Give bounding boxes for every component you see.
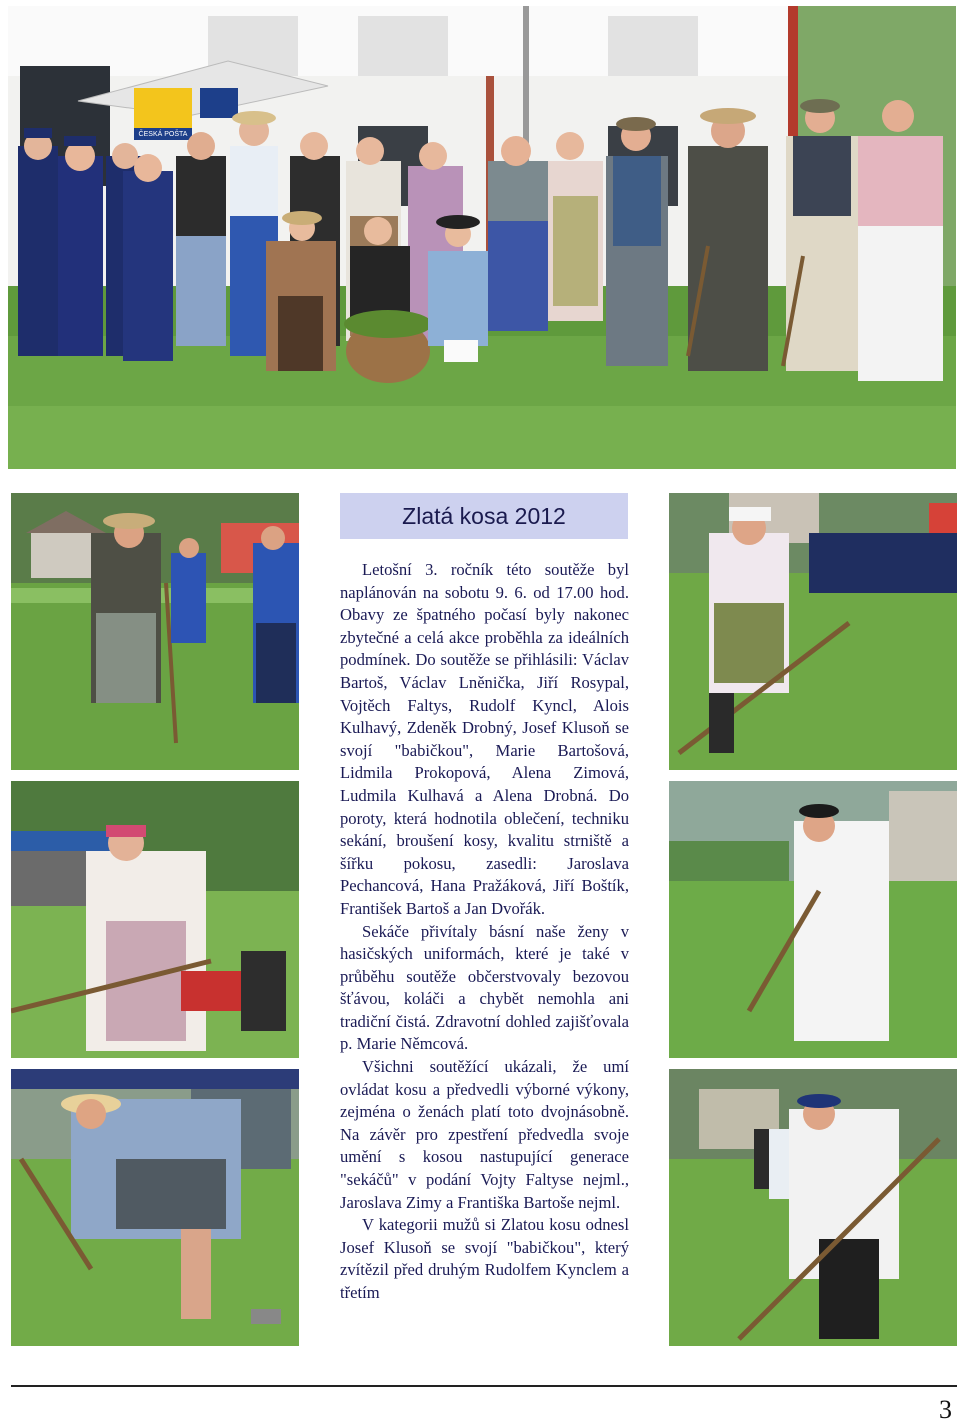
- photo-woman-in-headscarf-mowing: [669, 493, 957, 770]
- article-paragraph: Letošní 3. ročník této soutěže byl naplánován na sobotu 9. 6. od 17.00 hod. Obavy ze špatného počasí byly nakonec zbytečné a celá akce proběhla za ideálních podmínek. Do soutěže se přihlásili: Václav Bartoš, Václav Lněnička, Jiří Rosypal, Vojtěch Faltys, Rudolf Kyncl, Alois Kulhavý, Zdeněk Drobný, Josef Klusoň se svojí "babičkou", Marie Bartošová, Lidmila Prokopová, Alena Zimová, Ludmila Kulhavá a Alena Drobná. Do poroty, která hodnotila oblečení, techniku sekání, broušení kosy, kvalitu strniště a šířku pokosu, zasedli: Jaroslava Pechancová, Hana Pražáková, Jiří Boštík, František Bartoš a Jan Dvořák.: [340, 560, 629, 918]
- article-title-box: [340, 493, 628, 539]
- article-paragraph: Sekáče přivítaly básní naše ženy v hasičských uniformách, které je také v průběhu soutěže občerstvovaly bezovou šťávou, koláči a chybět nemohla ani tradiční čistá. Zdravotní dohled zajišťovala p. Marie Němcová.: [340, 921, 629, 1054]
- photo-man-in-white-mowing: [669, 781, 957, 1058]
- post-office-sign: ČESKÁ POŠTA: [138, 131, 188, 138]
- photo-man-scything: [11, 493, 299, 770]
- photo-man-in-hat-mowing: [11, 1069, 299, 1346]
- footer-rule: [11, 1385, 957, 1387]
- article-body: [340, 559, 629, 1305]
- article-title: Zlatá kosa 2012: [402, 502, 566, 529]
- page-number: 3: [939, 1395, 952, 1424]
- article-paragraph: V kategorii mužů si Zlatou kosu odnesl Josef Klusoň se svojí "babičkou", který zvítězil před druhým Rudolfem Kynclem a třetím: [340, 1215, 629, 1302]
- group-photo: [8, 6, 956, 469]
- article-paragraph: Všichni soutěžící ukázali, že umí ovládat kosu a předvedli výborné výkony, zejména o ženách platí toto dvojnásobně. Na závěr pro zpestření předvedla svoje umění s kosou nastupující generace "sekáčů" v podání Vojty Faltyse nejml., Jaroslava Zimy a Františka Bartoše nejml.: [340, 1057, 629, 1212]
- photo-woman-with-scythe: [11, 781, 299, 1058]
- photo-uniformed-woman-mowing: [669, 1069, 957, 1346]
